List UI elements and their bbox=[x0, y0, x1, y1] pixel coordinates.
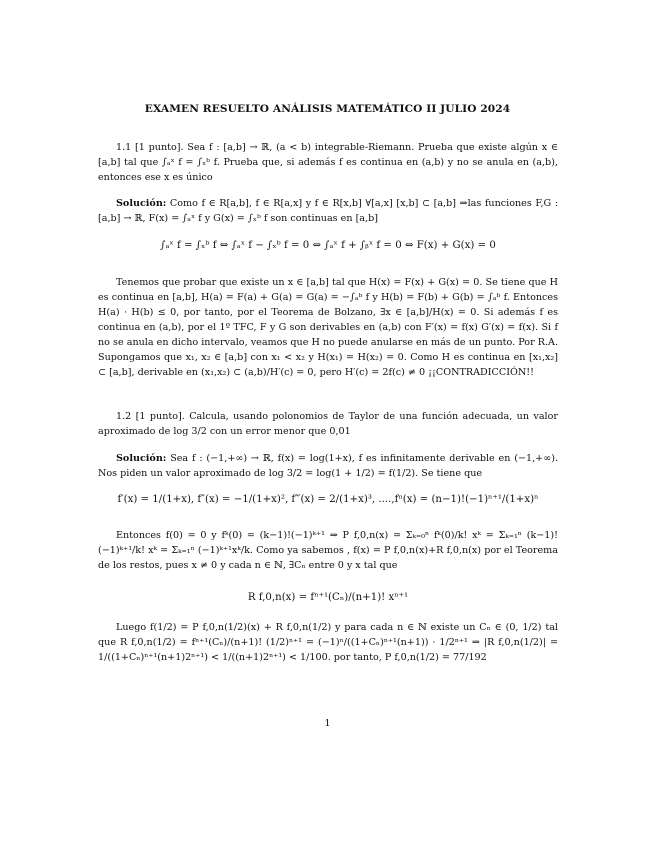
problem-1-2-solution-body: Entonces f(0) = 0 y fᵏ(0) = (k−1)!(−1)ᵏ⁺¹ ⇒ P f,0,n(x) = Σₖ₌₀ⁿ fᵏ(0)/k! xᵏ = Σₖ₌₁ⁿ (k−1)!(−1)ᵏ⁺¹/k! xᵏ = Σₖ₌₁ⁿ (−1)ᵏ⁺¹xᵏ/k. Como ya sabemos , f(x) = P f,0,n(x)+R f,0,n(x) por el Teorema de los restos, pues x ≠ 0 y cada n ∈ ℕ, ∃Cₙ entre 0 y x tal que bbox=[98, 530, 558, 571]
problem-1-1-equation: ∫ₐˣ f = ∫ₓᵇ f ⇔ ∫ₐˣ f − ∫ₓᵇ f = 0 ⇔ ∫ₐˣ f + ∫ᵦˣ f = 0 ⇔ F(x) + G(x) = 0 bbox=[160, 240, 496, 251]
solution-text: Como f ∈ R[a,b], f ∈ R[a,x] y f ∈ R[x,b] ∀[a,x] [x,b] ⊂ [a,b] ⇒las funciones F,G : [a,b] → ℝ, F(x) = ∫ₐˣ f y G(x) = ∫ₓᵇ f son continuas en [a,b] bbox=[98, 198, 558, 224]
problem-1-2-conclusion: Luego f(1/2) = P f,0,n(1/2)(x) + R f,0,n(1/2) y para cada n ∈ ℕ existe un Cₙ ∈ (0, 1/2) tal que R f,0,n(1/2) = fⁿ⁺¹(Cₙ)/(n+1)! (1/2)ⁿ⁺¹ = (−1)ⁿ/((1+Cₙ)ⁿ⁺¹(n+1)) · 1/2ⁿ⁺¹ ⇒ |R f,0,n(1/2)| = 1/((1+Cₙ)ⁿ⁺¹(n+1)2ⁿ⁺¹) < 1/((n+1)2ⁿ⁺¹) < 1/100. por tanto, P f,0,n(1/2) = 77/192 bbox=[98, 622, 558, 663]
document-title: EXAMEN RESUELTO ANÁLISIS MATEMÁTICO II JULIO 2024 bbox=[144, 103, 511, 115]
problem-1-1-solution-body: Tenemos que probar que existe un x ∈ [a,b] tal que H(x) = F(x) + G(x) = 0. Se tiene que H es continua en [a,b], H(a) = F(a) + G(a) = G(a) = −∫ₐᵇ f y H(b) = F(b) + G(b) = ∫ₐᵇ f. Entonces H(a) · H(b) ≤ 0, por tanto, por el Teorema de Bolzano, ∃x ∈ [a,b]/H(x) = 0. Si además f es continua en (a,b), por el 1º TFC, F y G son derivables en (a,b) con F′(x) = f(x) G′(x) = f(x). Si f no se anula en dicho intervalo, veamos que H no puede anularse en más de un punto. Por R.A. Supongamos que x₁, x₂ ∈ [a,b] con x₁ < x₂ y H(x₁) = H(x₂) = 0. Como H es continua en [x₁,x₂] ⊂ [a,b], derivable en (x₁,x₂) ⊂ (a,b)/H′(c) = 0, pero H′(c) = 2f(c) ≠ 0 ¡¡CONTRADICCIÓN!! bbox=[98, 277, 558, 378]
problem-1-2-derivatives-equation: f′(x) = 1/(1+x), f″(x) = −1/(1+x)², f‴(x) = 2/(1+x)³, ....,fⁿ(x) = (n−1)!(−1)ⁿ⁺¹/(1+x)ⁿ bbox=[117, 494, 539, 505]
problem-1-2-statement: 1.2 [1 punto]. Calcula, usando polonomios de Taylor de una función adecuada, un valor aproximado de log 3/2 con un error menor que 0,01 bbox=[98, 411, 558, 437]
solution-label: Solución: bbox=[116, 198, 167, 209]
solution-text: Sea f : (−1,+∞) → ℝ, f(x) = log(1+x), f es infinitamente derivable en (−1,+∞). Nos piden un valor aproximado de log 3/2 = log(1 + 1/2) = f(1/2). Se tiene que bbox=[98, 453, 558, 479]
page-number: 1 bbox=[324, 718, 331, 729]
problem-1-1-solution-intro bbox=[98, 196, 558, 226]
solution-label: Solución: bbox=[116, 453, 167, 464]
problem-1-1-statement: 1.1 [1 punto]. Sea f : [a,b] → ℝ, (a < b) integrable-Riemann. Prueba que existe algún x ∈ [a,b] tal que ∫ₐˣ f = ∫ₓᵇ f. Prueba que, si además f es continua en (a,b) y no se anula en (a,b), entonces ese x es único bbox=[98, 142, 558, 183]
problem-1-2-solution-intro bbox=[98, 451, 558, 481]
problem-1-2-remainder-equation: R f,0,n(x) = fⁿ⁺¹(Cₙ)/(n+1)! xⁿ⁺¹ bbox=[247, 592, 409, 603]
